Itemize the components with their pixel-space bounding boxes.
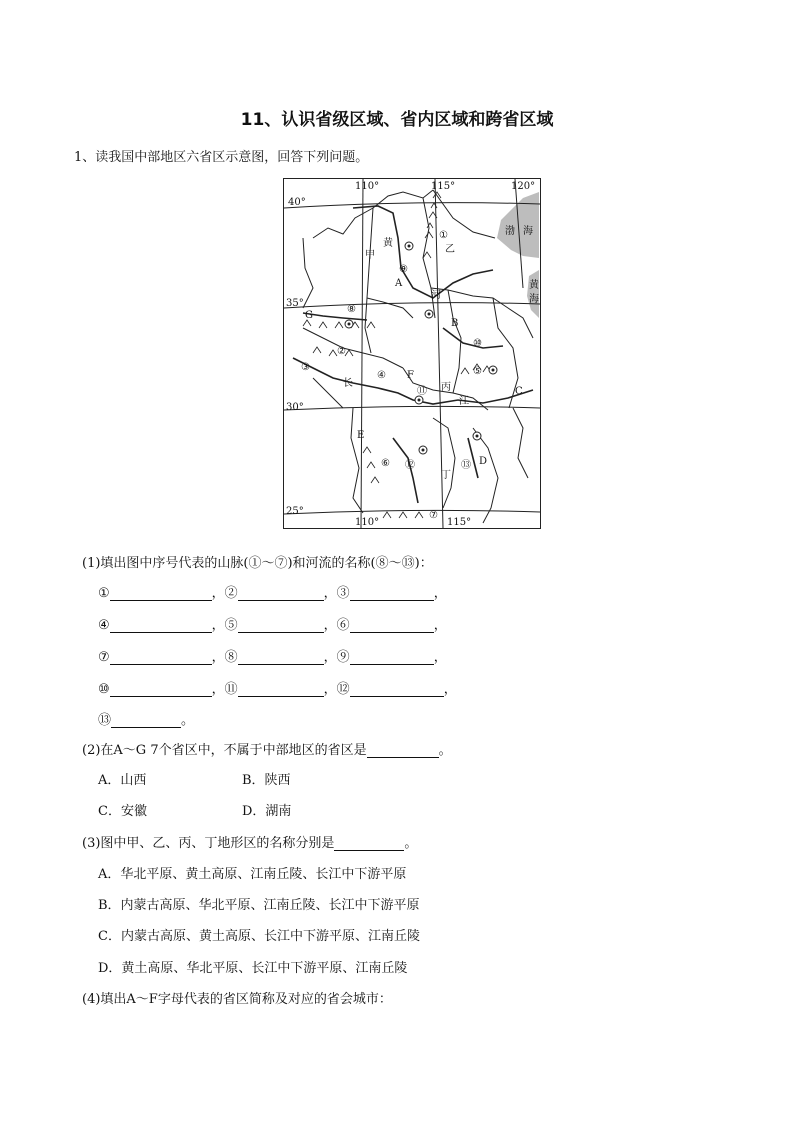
row-3-end: ，	[433, 650, 447, 665]
part1-stem: (1)填出图中序号代表的山脉(①～⑦)和河流的名称(⑧～⑬)：	[82, 556, 433, 571]
province-E: E	[357, 430, 365, 441]
answer-blank-5[interactable]	[238, 618, 324, 633]
part4-stem: (4)填出A～F字母代表的省区简称及对应的省会城市：	[82, 992, 392, 1007]
part1-row-3	[98, 646, 447, 665]
row-2-end: ，	[433, 618, 447, 633]
part2-option-a[interactable]: A．山西	[98, 773, 147, 788]
lon-label-110: 110°	[355, 181, 380, 192]
part1-row-2	[98, 614, 447, 633]
lat-label-35: 35°	[286, 298, 304, 309]
sea-label-bo: 渤	[505, 226, 515, 237]
answer-blank-11[interactable]	[238, 682, 324, 697]
row-4-end: ，	[443, 682, 457, 697]
region-ding: 丁	[441, 470, 451, 481]
map-num-4: ④	[377, 370, 386, 381]
row-1-end: ，	[433, 586, 447, 601]
sea-label-huang: 黄	[529, 280, 539, 291]
map-num-12: ⑫	[405, 460, 415, 471]
label-1: ①	[98, 586, 110, 601]
lon-label-120: 120°	[511, 181, 536, 192]
question-1-stem: 1、读我国中部地区六省区示意图，回答下列问题。	[74, 150, 369, 165]
lat-label-25: 25°	[286, 506, 304, 517]
answer-blank-7[interactable]	[110, 650, 212, 665]
answer-blank-13[interactable]	[111, 713, 181, 728]
map-num-1: ①	[439, 230, 448, 241]
lat-label-40: 40°	[288, 197, 306, 208]
sea-label-hai2: 海	[529, 294, 539, 305]
part3-option-b[interactable]: B．内蒙古高原、华北平原、江南丘陵、长江中下游平原	[98, 898, 420, 913]
part3-option-a[interactable]: A．华北平原、黄土高原、江南丘陵、长江中下游平原	[98, 867, 407, 882]
answer-blank-1[interactable]	[110, 586, 212, 601]
province-D: D	[479, 456, 488, 467]
answer-blank-2[interactable]	[238, 586, 324, 601]
part3-stem-end: 。	[404, 836, 418, 851]
province-G: G	[305, 310, 313, 321]
part2-option-c[interactable]: C．安徽	[98, 804, 147, 819]
map-num-13: ⑬	[461, 460, 471, 471]
map-num-7: ⑦	[429, 510, 438, 521]
part3-stem	[82, 832, 417, 851]
answer-blank-4[interactable]	[110, 618, 212, 633]
label-3: ，③	[323, 586, 350, 601]
answer-blank-12[interactable]	[350, 682, 444, 697]
part3-stem-text: (3)图中甲、乙、丙、丁地形区的名称分别是	[82, 836, 335, 851]
map-num-6: ⑥	[381, 458, 390, 469]
province-C: C	[515, 386, 523, 397]
part3-option-c[interactable]: C．内蒙古高原、黄土高原、长江中下游平原、江南丘陵	[98, 929, 420, 944]
label-2: ，②	[211, 586, 238, 601]
page-title: 11、认识省级区域、省内区域和跨省区域	[240, 110, 554, 130]
row-5-end: 。	[181, 713, 195, 728]
label-7: ⑦	[98, 650, 110, 665]
map-num-9: ⑨	[399, 264, 408, 275]
label-4: ④	[98, 618, 110, 633]
province-B: B	[451, 318, 459, 329]
map-num-10: ⑩	[473, 338, 482, 349]
label-5: ，⑤	[211, 618, 238, 633]
answer-blank-8[interactable]	[238, 650, 324, 665]
province-A: A	[395, 278, 403, 289]
label-12: ，⑫	[323, 682, 350, 697]
part3-option-d[interactable]: D．黄土高原、华北平原、长江中下游平原、江南丘陵	[98, 961, 408, 976]
label-8: ，⑧	[211, 650, 238, 665]
map-num-3: ③	[301, 362, 310, 373]
region-jia: 甲	[365, 250, 375, 261]
part2-option-b[interactable]: B．陕西	[242, 773, 291, 788]
part1-row-1	[98, 582, 447, 601]
central-china-map	[283, 178, 541, 529]
map-num-8: ⑧	[347, 304, 356, 315]
answer-blank-9[interactable]	[350, 650, 434, 665]
label-6: ，⑥	[323, 618, 350, 633]
part1-row-5	[98, 709, 194, 728]
part2-stem-text: (2)在A～G 7个省区中，不属于中部地区的省区是	[82, 743, 367, 758]
label-9: ，⑨	[323, 650, 350, 665]
answer-blank-3[interactable]	[350, 586, 434, 601]
river-char-he: 河	[431, 290, 441, 301]
label-11: ，⑪	[211, 682, 238, 697]
part2-stem	[82, 739, 452, 758]
lon-label-115: 115°	[431, 181, 456, 192]
lat-label-30: 30°	[286, 402, 304, 413]
province-F: F	[407, 370, 414, 381]
river-char-jiang: 江	[459, 396, 469, 407]
label-13: ⑬	[98, 713, 112, 728]
part2-answer-blank[interactable]	[367, 743, 439, 758]
lon-label-115-bottom: 115°	[447, 517, 472, 528]
region-bing: 丙	[441, 382, 451, 393]
river-char-huang: 黄	[383, 238, 393, 249]
river-char-chang: 长	[343, 378, 353, 389]
map-num-2: ②	[337, 346, 346, 357]
map-num-5: ⑤	[473, 366, 482, 377]
label-10: ⑩	[98, 682, 110, 697]
part3-answer-blank[interactable]	[334, 836, 404, 851]
sea-label-hai: 海	[523, 226, 533, 237]
map-num-11: ⑪	[417, 386, 427, 397]
answer-blank-6[interactable]	[350, 618, 434, 633]
lon-label-110-bottom: 110°	[355, 517, 380, 528]
part2-stem-end: 。	[438, 743, 452, 758]
region-yi: 乙	[445, 244, 455, 255]
answer-blank-10[interactable]	[110, 682, 212, 697]
part1-row-4	[98, 678, 457, 697]
part2-option-d[interactable]: D．湖南	[242, 804, 292, 819]
